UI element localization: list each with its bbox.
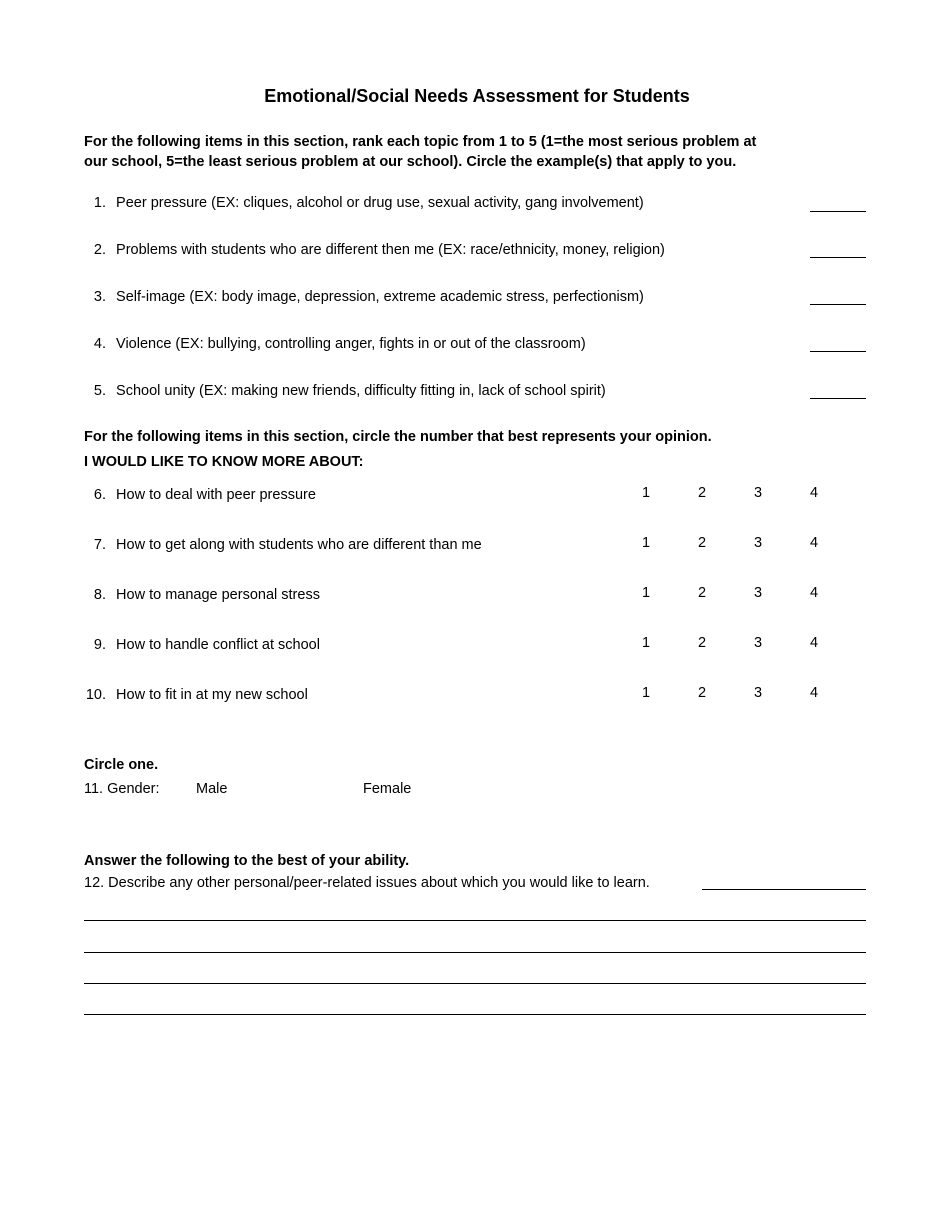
opinion-item-text: How to deal with peer pressure	[116, 487, 316, 503]
scale-option-3[interactable]: 3	[754, 685, 763, 701]
rank-item-number: 1.	[93, 195, 106, 211]
scale-option-1[interactable]: 1	[642, 535, 651, 551]
opinion-item-text: How to manage personal stress	[116, 587, 320, 603]
scale-option-3[interactable]: 3	[754, 535, 763, 551]
opinion-item-number: 9.	[93, 637, 106, 653]
opinion-item-number: 8.	[93, 587, 106, 603]
section1-instructions	[84, 132, 756, 172]
opinion-item-number: 7.	[93, 537, 106, 553]
rank-item-number: 3.	[93, 289, 106, 305]
answer-line-2[interactable]	[84, 952, 866, 953]
section4-heading: Answer the following to the best of your ability.	[84, 853, 410, 869]
scale-option-4[interactable]: 4	[810, 635, 819, 651]
rank-item-number: 2.	[93, 242, 106, 258]
scale-option-2[interactable]: 2	[698, 585, 707, 601]
section2-instructions: For the following items in this section, circle the number that best represents your opinion.	[84, 429, 712, 445]
page-title: Emotional/Social Needs Assessment for Students	[264, 86, 690, 106]
describe-question: 12. Describe any other personal/peer-related issues about which you would like to learn.	[84, 875, 650, 891]
opinion-item-number: 10.	[85, 687, 106, 703]
scale-option-2[interactable]: 2	[698, 685, 707, 701]
answer-line-1[interactable]	[84, 920, 866, 921]
rank-answer-line-4[interactable]	[810, 351, 866, 352]
section1-instructions-line1: For the following items in this section, rank each topic from 1 to 5 (1=the most serious problem at	[84, 134, 757, 150]
rank-answer-line-3[interactable]	[810, 304, 866, 305]
opinion-item-text: How to fit in at my new school	[116, 687, 308, 703]
section3-heading: Circle one.	[84, 757, 159, 773]
opinion-item-text: How to handle conflict at school	[116, 637, 320, 653]
scale-option-4[interactable]: 4	[810, 485, 819, 501]
scale-option-4[interactable]: 4	[810, 535, 819, 551]
rank-item-2	[84, 240, 665, 260]
scale-option-1[interactable]: 1	[642, 485, 651, 501]
rank-item-number: 5.	[93, 383, 106, 399]
scale-option-3[interactable]: 3	[754, 635, 763, 651]
opinion-item-number: 6.	[93, 487, 106, 503]
section2-heading: I WOULD LIKE TO KNOW MORE ABOUT:	[84, 454, 364, 470]
opinion-item-6	[84, 485, 316, 505]
scale-option-3[interactable]: 3	[754, 585, 763, 601]
scale-option-2[interactable]: 2	[698, 635, 707, 651]
rank-answer-line-2[interactable]	[810, 257, 866, 258]
gender-question: 11. Gender:	[84, 781, 160, 797]
answer-line-4[interactable]	[84, 1014, 866, 1015]
scale-option-2[interactable]: 2	[698, 535, 707, 551]
rank-item-1	[84, 193, 644, 213]
rank-answer-line-1[interactable]	[810, 211, 866, 212]
scale-option-2[interactable]: 2	[698, 485, 707, 501]
answer-line-inline[interactable]	[702, 889, 866, 890]
rank-answer-line-5[interactable]	[810, 398, 866, 399]
rank-item-text: Violence (EX: bullying, controlling anger, fights in or out of the classroom)	[116, 336, 586, 352]
rank-item-number: 4.	[93, 336, 106, 352]
rank-item-text: Problems with students who are different then me (EX: race/ethnicity, money, religion)	[116, 242, 665, 258]
scale-option-1[interactable]: 1	[642, 685, 651, 701]
rank-item-3	[84, 287, 644, 307]
scale-option-1[interactable]: 1	[642, 585, 651, 601]
scale-option-4[interactable]: 4	[810, 585, 819, 601]
rank-item-4	[84, 334, 586, 354]
gender-option-male[interactable]: Male	[196, 781, 228, 797]
scale-option-4[interactable]: 4	[810, 685, 819, 701]
scale-option-1[interactable]: 1	[642, 635, 651, 651]
opinion-item-10	[84, 685, 308, 705]
opinion-item-text: How to get along with students who are different than me	[116, 537, 482, 553]
rank-item-text: Peer pressure (EX: cliques, alcohol or drug use, sexual activity, gang involvement)	[116, 195, 644, 211]
opinion-item-8	[84, 585, 320, 605]
opinion-item-7	[84, 535, 482, 555]
rank-item-text: Self-image (EX: body image, depression, extreme academic stress, perfectionism)	[116, 289, 644, 305]
opinion-item-9	[84, 635, 320, 655]
scale-option-3[interactable]: 3	[754, 485, 763, 501]
section1-instructions-line2: our school, 5=the least serious problem at our school). Circle the example(s) that apply to you.	[84, 154, 737, 170]
rank-item-text: School unity (EX: making new friends, difficulty fitting in, lack of school spirit)	[116, 383, 606, 399]
gender-option-female[interactable]: Female	[363, 781, 412, 797]
answer-line-3[interactable]	[84, 983, 866, 984]
rank-item-5	[84, 381, 606, 401]
